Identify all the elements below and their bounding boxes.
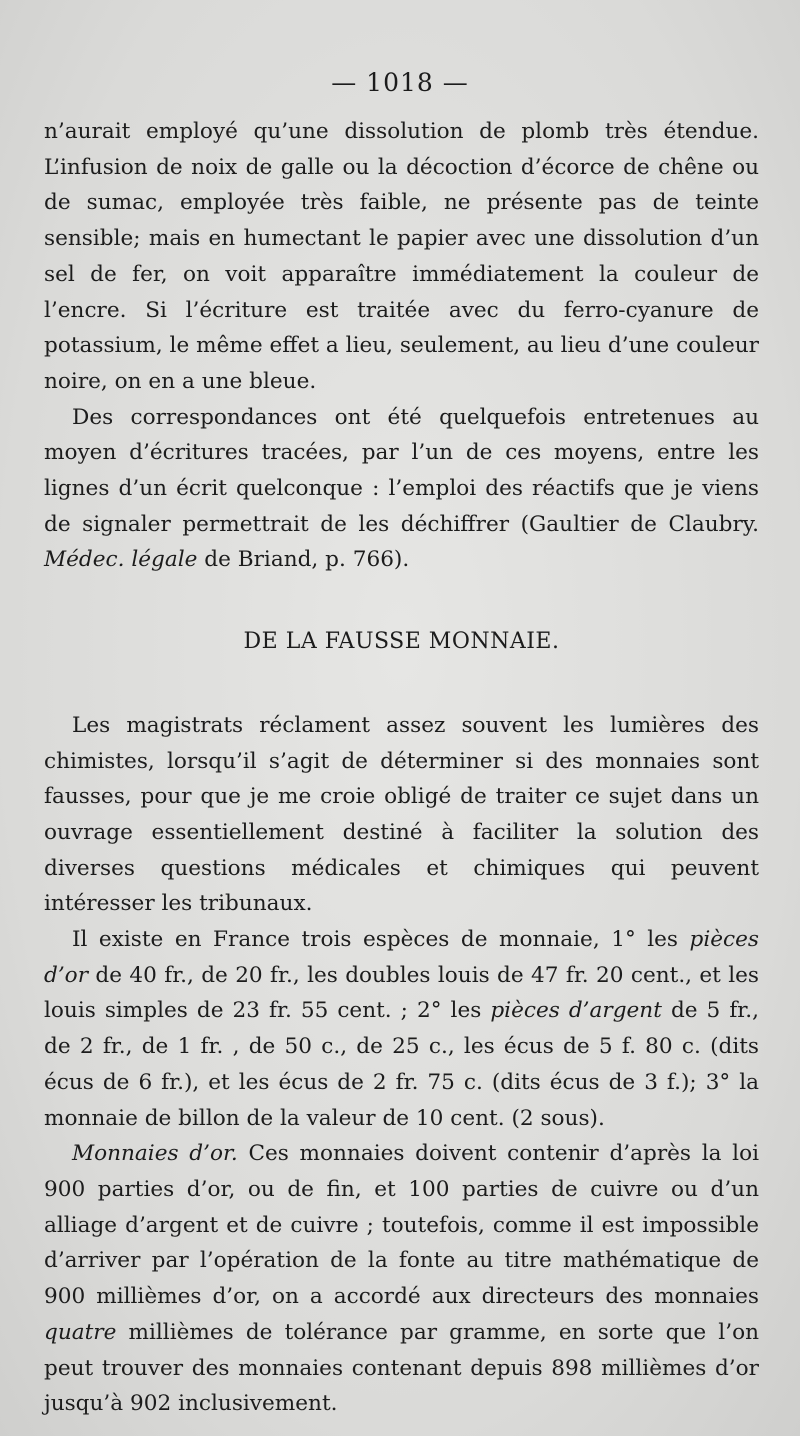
paragraph-magistrates: Les magistrats réclament assez souvent les lumières des chimistes, lorsqu’il s’agit de déterminer si des monnaies sont fausses, pour que je me croie obligé de traiter ce sujet dans un ouvrage essentiellement destiné à faciliter la solution des diverses questions médicales et chimiques qui peuvent intéresser les tribunaux.: [44, 712, 759, 917]
paragraph-coin-types: [44, 922, 759, 1136]
coin-types-intro: Il existe en France trois espèces de monnaie, 1° les: [72, 927, 679, 953]
coin-types-end: de 5 fr., de 2 fr., de 1 fr. , de 50 c., de 25 c., les écus de 5 f. 80 c. (dits écus de 6 fr.), et les écus de 2 fr. 75 c. (dits écus de 3 f.); 3° la monnaie de billon de la valeur de 10 cent. (2 sous).: [44, 998, 759, 1131]
coin-types-middle: de 40 fr., de 20 fr., les doubles louis de 47 fr. 20 cent., et les louis simples de 23 fr. 55 cent. ; 2° les: [44, 962, 759, 1024]
citation-title: Médec. légale: [44, 547, 198, 573]
gold-coins-heading: Monnaies d’or.: [72, 1141, 238, 1167]
paragraph-correspondences-text: Des correspondances ont été quelquefois entretenues au moyen d’écritures tracées, par l’un de ces moyens, entre les lignes d’un écrit quelconque : l’emploi des réactifs que je viens de signaler permettrait de les déchiffrer (Gaultier de Claubry.: [44, 404, 759, 537]
paragraph-correspondences: [44, 400, 759, 579]
gold-coins-text-end: millièmes de tolérance par gramme, en sorte que l’on peut trouver des monnaies contenant depuis 898 millièmes d’or jusqu’à 902 inclusivement.: [44, 1319, 759, 1417]
tolerance-term: quatre: [44, 1319, 117, 1345]
section-title: DE LA FAUSSE MONNAIE.: [243, 629, 560, 655]
page-body: [44, 114, 759, 1422]
citation-end: de Briand, p. 766).: [204, 547, 410, 573]
paragraph-gold-coins: [44, 1136, 759, 1422]
paragraph-ink-test: n’aurait employé qu’une dissolution de plomb très étendue. L’infusion de noix de galle ou la décoction d’écorce de chêne ou de sumac, employée très faible, ne présente pas de teinte sensible; mais en humectant le papier avec une dissolution d’un sel de fer, on voit apparaître immédiatement la couleur de l’encre. Si l’écriture est traitée avec du ferro-cyanure de potassium, le même effet a lieu, seulement, au lieu d’une couleur noire, on en a une bleue.: [44, 119, 759, 394]
page-number: — 1018 —: [331, 68, 469, 97]
gold-coins-term: pièces d’or: [44, 927, 759, 988]
gold-coins-text: Ces monnaies doivent contenir d’après la loi 900 parties d’or, ou de fin, et 100 parties de cuivre ou d’un alliage d’argent et de cuivre ; toutefois, comme il est impossible d’arriver par l’opération de la fonte au titre mathématique de 900 millièmes d’or, on a accordé aux directeurs des monnaies: [44, 1141, 759, 1310]
silver-coins-term: pièces d’argent: [490, 998, 662, 1024]
